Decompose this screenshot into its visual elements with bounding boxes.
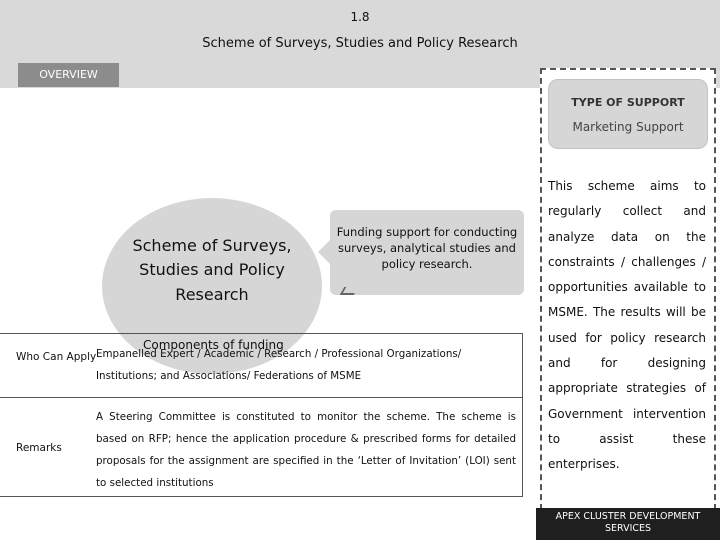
table-top-rule: [0, 333, 522, 334]
support-title: TYPE OF SUPPORT: [571, 96, 685, 109]
overview-tab[interactable]: OVERVIEW: [18, 63, 119, 87]
table-right-rule: [522, 333, 523, 497]
type-of-support-box: [548, 79, 708, 149]
support-value: Marketing Support: [572, 120, 684, 134]
funding-callout-text: Funding support for conducting surveys, analytical studies and policy research.: [336, 225, 518, 271]
who-can-apply-label: Who Can Apply: [16, 351, 97, 363]
scheme-name: Scheme of Surveys, Studies and Policy Research: [132, 236, 292, 304]
slide-number: 1.8: [350, 10, 370, 24]
components-of-funding-label: Components of funding: [143, 338, 284, 352]
footer-brand: APEX CLUSTER DEVELOPMENT SERVICES: [536, 508, 720, 540]
table-middle-rule: [0, 397, 522, 398]
table-bottom-rule: [0, 496, 522, 497]
scheme-description: This scheme aims to regularly collect and analyze data on the constraints / challenges / opportunities available to MSME. The results will be used for policy research and for designing appropriate strategies of Government intervention to assist these enterprises.: [548, 179, 706, 472]
who-can-apply-text: Empanelled Expert / Academic / Research / Professional Organizations/ Institutions; and Associations/ Federations of MSME: [96, 348, 462, 382]
remarks-label: Remarks: [16, 442, 62, 454]
slide-title: Scheme of Surveys, Studies and Policy Research: [202, 36, 518, 51]
remarks-text: A Steering Committee is constituted to monitor the scheme. The scheme is based on RFP; hence the application procedure & prescribed forms for detailed proposals for the assignment are specified in the ‘Letter of Invitation’ (LOI) sent to selected institutions: [96, 411, 516, 489]
